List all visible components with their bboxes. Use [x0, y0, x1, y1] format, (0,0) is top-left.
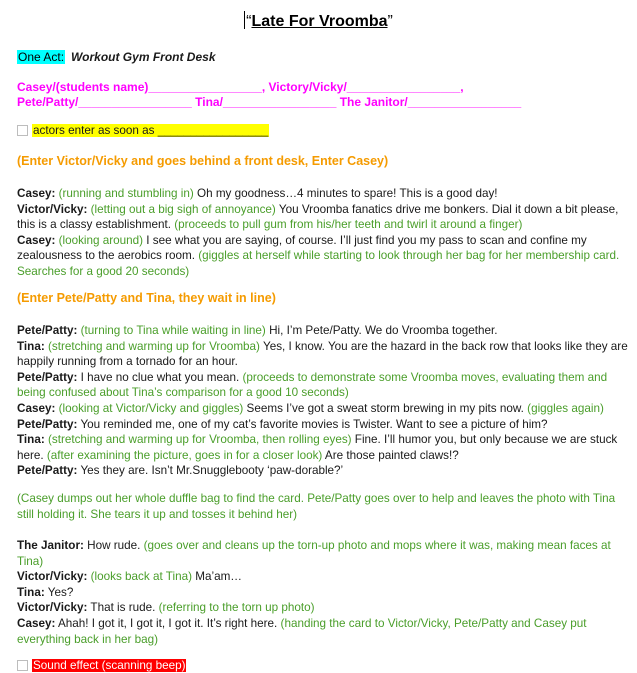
stage-direction: (stretching and warming up for Vroomba, then rolling eyes)	[44, 433, 352, 447]
dialogue-text: Ma’am…	[191, 570, 242, 584]
stage-direction-heading-1: (Enter Victor/Vicky and goes behind a front desk, Enter Casey)	[17, 154, 389, 168]
sound-effect-row	[17, 659, 186, 672]
scene-1-dialogue	[17, 186, 635, 280]
dialogue-text: Oh my goodness…4 minutes to spare! This is a good day!	[193, 187, 498, 200]
stage-direction: (referring to the torn up photo)	[155, 601, 315, 615]
speaker-name: Pete/Patty:	[17, 464, 78, 478]
dialogue-text: Are those painted claws!?	[322, 448, 459, 462]
stage-direction: (looks back at Tina)	[87, 570, 192, 584]
cast-list	[17, 80, 577, 110]
stage-direction: (looking at Victor/Vicky and giggles)	[55, 401, 244, 415]
dialogue-text: That is rude.	[87, 601, 156, 615]
dialogue-line	[17, 600, 635, 616]
stage-direction: (giggles again)	[523, 401, 604, 415]
dialogue-line	[17, 370, 635, 401]
dialogue-text: You Vroomba fanatics drive me bonkers. Dial it down a bit please, this is a classy establishment.	[17, 202, 619, 232]
stage-direction: (stretching and warming up for Vroomba)	[44, 339, 260, 353]
stage-direction: (letting out a big sigh of annoyance)	[87, 202, 276, 216]
stage-direction: (goes over and cleans up the torn-up photo and mops where it was, making mean faces at Tina)	[17, 539, 611, 568]
speaker-name: Victor/Vicky:	[17, 202, 88, 216]
dialogue-line	[17, 323, 635, 339]
stage-direction: (proceeds to pull gum from his/her teeth and twirl it around a finger)	[170, 218, 523, 232]
dialogue-text: You reminded me, one of my cat’s favorite movies is Twister. Want to see a picture of him?	[77, 417, 548, 431]
speaker-name: Tina:	[17, 339, 45, 353]
scene-3-dialogue	[17, 538, 635, 647]
speaker-name: Pete/Patty:	[17, 417, 78, 431]
speaker-name: Casey:	[17, 233, 56, 247]
dialogue-line	[17, 585, 635, 601]
stage-direction: (after examining the picture, goes in for a closer look)	[43, 448, 323, 462]
dialogue-line	[17, 339, 635, 370]
setting-text: Workout Gym Front Desk	[71, 50, 216, 64]
dialogue-text: Fine. I’ll humor you, but only because we are stuck here.	[17, 433, 618, 462]
speaker-name: The Janitor:	[17, 539, 84, 552]
dialogue-line	[17, 186, 635, 202]
dialogue-line	[17, 569, 635, 585]
scene-2-dialogue	[17, 323, 635, 479]
speaker-name: Casey:	[17, 187, 56, 200]
actors-enter-row	[17, 124, 269, 137]
dialogue-line	[17, 463, 635, 479]
stage-direction-heading-2: (Enter Pete/Patty and Tina, they wait in line)	[17, 291, 276, 305]
dialogue-text: Hi, I’m Pete/Patty. We do Vroomba together.	[265, 324, 498, 337]
actors-enter-text: actors enter as soon as _________________	[33, 124, 269, 137]
speaker-name: Pete/Patty:	[17, 324, 78, 337]
dialogue-line	[17, 538, 635, 569]
cast-line-1: Casey/(students name)_________________, Victory/Vicky/_________________,	[17, 80, 464, 94]
dialogue-line	[17, 432, 635, 463]
stage-direction: (giggles at herself while starting to look through her bag for her membership card. Searches for a good 20 seconds)	[17, 249, 620, 278]
stage-direction: (proceeds to demonstrate some Vroomba moves, evaluating them and being confused about Tina’s comparison for a good 10 seconds)	[17, 370, 608, 400]
stage-direction-3: (Casey dumps out her whole duffle bag to find the card. Pete/Patty goes over to help and leaves the photo with Tina still holding it. She tears it up and tosses it behind her)	[17, 492, 616, 521]
dialogue-line	[17, 401, 635, 417]
title-close-quote: ”	[387, 13, 393, 30]
stage-direction: (handing the card to Victor/Vicky, Pete/Patty and Casey put everything back in her bag)	[17, 616, 587, 646]
speaker-name: Casey:	[17, 401, 56, 415]
dialogue-text: Yes, I know. You are the hazard in the back row that looks like they are happily running from a tornado for an hour.	[17, 339, 628, 369]
sound-effect-checkbox[interactable]	[17, 660, 28, 671]
stage-direction: (running and stumbling in)	[55, 187, 194, 200]
speaker-name: Pete/Patty:	[17, 370, 78, 384]
stage-direction: (turning to Tina while waiting in line)	[77, 324, 266, 337]
dialogue-text: How rude.	[83, 539, 141, 552]
dialogue-text: I see what you are saying, of course. I’ll just find you my pass to scan and confine my zealousness to the aerobics room.	[17, 233, 587, 263]
dialogue-text: Seems I’ve got a sweat storm brewing in my pits now.	[243, 401, 524, 415]
text-cursor	[244, 11, 245, 29]
script-title	[0, 11, 637, 31]
speaker-name: Victor/Vicky:	[17, 601, 88, 615]
speaker-name: Tina:	[17, 433, 45, 447]
speaker-name: Casey:	[17, 616, 56, 630]
speaker-name: Victor/Vicky:	[17, 570, 88, 584]
one-act-label: One Act:	[18, 50, 65, 64]
one-act-line	[17, 50, 216, 64]
sound-effect-text: Sound effect (scanning beep)	[33, 659, 186, 672]
dialogue-text: Yes they are. Isn’t Mr.Snugglebooty ‘paw-dorable?’	[77, 464, 344, 478]
title-open-quote: “	[246, 13, 252, 30]
speaker-name: Tina:	[17, 585, 45, 599]
dialogue-line	[17, 233, 635, 280]
dialogue-text: Yes?	[44, 585, 74, 599]
dialogue-line	[17, 202, 635, 233]
cast-line-2: Pete/Patty/_________________ Tina/_________________ The Janitor/_________________	[17, 95, 522, 109]
actors-enter-checkbox[interactable]	[17, 125, 28, 136]
dialogue-text: Ahah! I got it, I got it, I got it. It’s right here.	[55, 616, 278, 630]
dialogue-line	[17, 616, 635, 647]
stage-direction: (looking around)	[55, 233, 144, 247]
title-text: Late For Vroomba	[251, 13, 388, 30]
dialogue-line	[17, 417, 635, 433]
dialogue-text: I have no clue what you mean.	[77, 370, 240, 384]
